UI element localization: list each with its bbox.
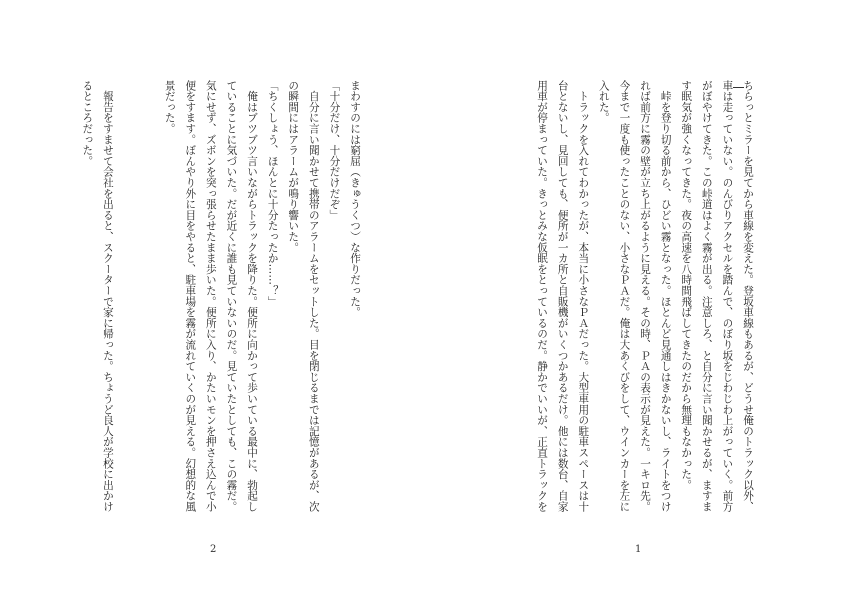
right-page	[425, 0, 850, 600]
right-page-text: ちらっとミラーを見てから車線を変えた。登坂車線もあるが、どうせ俺のトラック以外、車は走っていない。のんびりアクセルを踏んで、のぼり坂をじわじわ上がっていく。前方がぼやけてきた。この峠道はよく霧が出る。注意しろ、と自分に言い聞かせるが、ますます眠気が強くなってきた。夜の高速を八時間飛ばしてきたのだから無理もなかった。 峠を登り切る前から、ひどい霧となった。ほとんど見通しはきかないし、ライトをつければ前方に霧の壁が立ち上がるように見える。その時、ＰＡの表示が見えた。一キロ先。今まで一度も使ったことのない、小さなＰＡだ。俺は大あくびをして、ウインカーを左に入れた。 トラックを入れてわかったが、本当に小さなＰＡだった。大型車用の駐車スペースは十台とないし、見回しても、便所が一カ所と自販機がいくつかあるだけ。他には数台、自家用車が停まっていた。きっとみな仮眠をとっているのだ。静かでいいが、正直トラックを	[536, 80, 754, 512]
left-page-number: 2	[210, 544, 217, 555]
right-page-number: 1	[635, 544, 642, 555]
left-page-text: まわすのには窮屈（きゅうくつ）な作りだった。 「十分だけ、十分だけだぞ」 自分に言い聞かせて携帯のアラームをセットした。目を閉じるまでは記憶があるが、次の瞬間にはアラームが鳴り響いた。 「ちくしょう、ほんとに十分たったか……？」 俺はブツブツ言いながらトラックを降りた。便所に向かって歩いている最中に、勃起していることに気づいた。だが近くに誰も見ていないのだ。見ていたとしても、この霧だ。気にせず、ズボンを突っ張らせたまま歩いた。便所に入り、かたいモンを押さえ込んで小便をすます。ぼんやり外に目をやると、駐車場を霧が流れていくのが見える。幻想的な風景だった。 報告をすませて会社を出ると、スクーターで家に帰った。ちょうど良人が学校に出かけるところだった。	[81, 80, 361, 512]
